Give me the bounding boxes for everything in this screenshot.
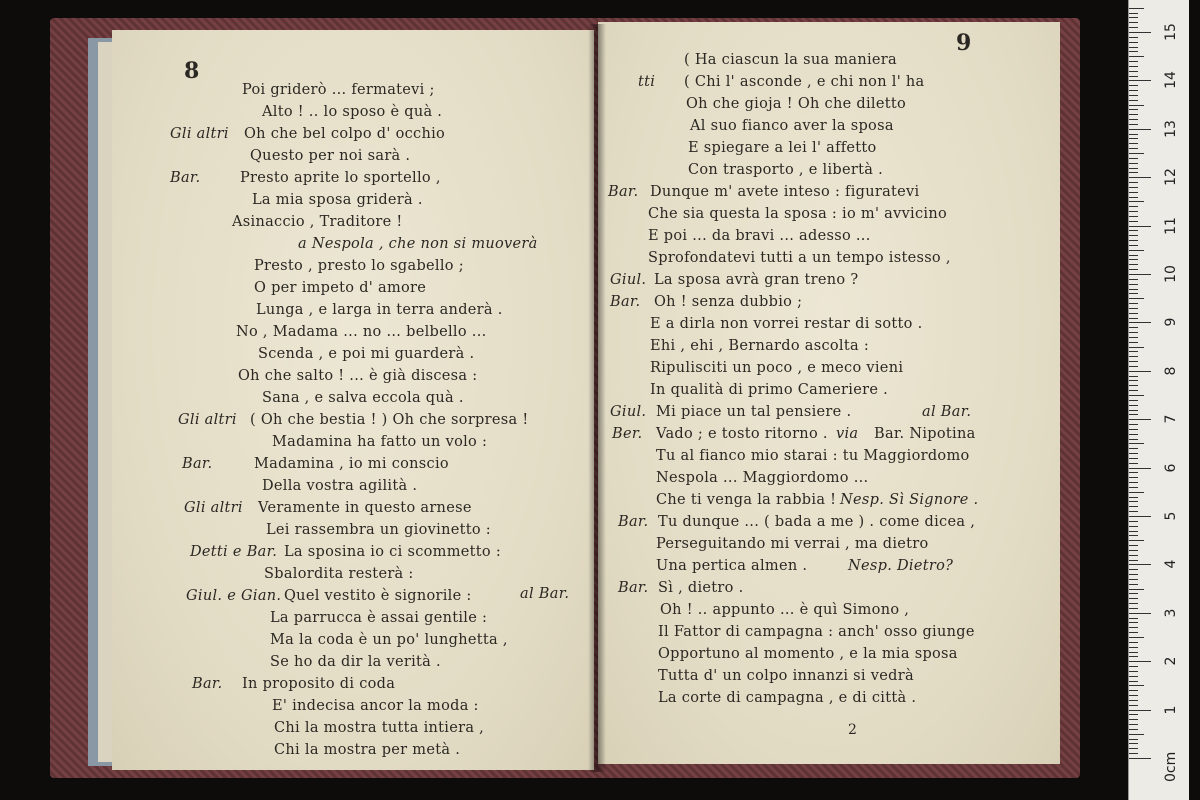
ruler-tick xyxy=(1129,13,1138,14)
ruler-tick xyxy=(1129,637,1144,638)
text-line: E a dirla non vorrei restar di sotto . xyxy=(650,316,923,332)
ruler-tick xyxy=(1129,497,1138,498)
text-line: Questo per noi sarà . xyxy=(250,148,411,164)
ruler-tick xyxy=(1129,177,1151,178)
ruler-tick xyxy=(1129,85,1138,86)
ruler-number: 7 xyxy=(1163,414,1179,424)
text-line: Lei rassembra un giovinetto : xyxy=(266,522,491,538)
text-line: Della vostra agilità . xyxy=(262,478,418,494)
ruler-number: 4 xyxy=(1163,559,1179,569)
ruler-tick xyxy=(1129,714,1138,715)
speaker-label: Detti e Bar. xyxy=(190,544,278,560)
ruler-tick xyxy=(1129,211,1138,212)
speaker-label: tti xyxy=(638,74,656,90)
text-line: Asinaccio , Traditore ! xyxy=(232,214,403,230)
text-line: Che ti venga la rabbia ! xyxy=(656,492,837,508)
ruler-tick xyxy=(1129,613,1151,614)
ruler-tick xyxy=(1129,376,1138,377)
text-line: Mi piace un tal pensiere . xyxy=(656,404,852,420)
text-line: Oh ! .. appunto ... è quì Simono , xyxy=(660,602,910,618)
ruler-tick xyxy=(1129,671,1138,672)
ruler-tick xyxy=(1129,492,1144,493)
ruler-tick xyxy=(1129,235,1138,236)
ruler-tick xyxy=(1129,269,1138,270)
text-line: Quel vestito è signorile : xyxy=(284,588,472,604)
ruler-tick xyxy=(1129,366,1138,367)
ruler-tick xyxy=(1129,230,1138,231)
ruler-tick xyxy=(1129,579,1138,580)
text-line: In qualità di primo Cameriere . xyxy=(650,382,889,398)
ruler-tick xyxy=(1129,61,1138,62)
ruler-tick xyxy=(1129,719,1138,720)
ruler-tick xyxy=(1129,385,1138,386)
text-line: O per impeto d' amore xyxy=(254,280,427,296)
ruler-tick xyxy=(1129,337,1138,338)
ruler-tick xyxy=(1129,201,1144,202)
ruler-tick xyxy=(1129,342,1138,343)
ruler-tick xyxy=(1129,318,1138,319)
ruler-number: 14 xyxy=(1163,71,1179,90)
speaker-label: Bar. xyxy=(192,676,223,692)
ruler-tick xyxy=(1129,289,1138,290)
ruler-tick xyxy=(1129,589,1144,590)
text-line: E' indecisa ancor la moda : xyxy=(272,698,479,714)
ruler-tick xyxy=(1129,250,1144,251)
ruler-tick xyxy=(1129,414,1138,415)
ruler-tick xyxy=(1129,255,1138,256)
text-line: Nespola ... Maggiordomo ... xyxy=(656,470,869,486)
ruler-number: 10 xyxy=(1163,265,1179,283)
stage-direction: via xyxy=(836,426,859,442)
ruler-tick xyxy=(1129,245,1138,246)
ruler-tick xyxy=(1129,439,1138,440)
ruler-tick xyxy=(1129,129,1151,130)
ruler-tick xyxy=(1129,274,1151,275)
text-line: La sposina io ci scommetto : xyxy=(284,544,501,560)
ruler-tick xyxy=(1129,700,1138,701)
ruler-number: 9 xyxy=(1163,317,1179,327)
ruler-number: 2 xyxy=(1163,656,1179,666)
ruler-tick xyxy=(1129,80,1151,81)
ruler-tick xyxy=(1129,448,1138,449)
ruler-tick xyxy=(1129,148,1138,149)
ruler-tick xyxy=(1129,608,1138,609)
left-page xyxy=(112,30,594,770)
text-line: Scenda , e poi mi guarderà . xyxy=(258,346,475,362)
signature-mark: 2 xyxy=(848,722,857,738)
ruler-tick xyxy=(1129,734,1144,735)
stage-direction: al Bar. xyxy=(922,404,972,420)
ruler-tick xyxy=(1129,622,1138,623)
ruler-tick xyxy=(1129,313,1138,314)
ruler-tick xyxy=(1129,347,1144,348)
ruler-tick xyxy=(1129,187,1138,188)
ruler-tick xyxy=(1129,259,1138,260)
ruler-tick xyxy=(1129,221,1138,222)
text-line: Poi griderò ... fermatevi ; xyxy=(242,82,435,98)
text-line: Sana , e salva eccola quà . xyxy=(262,390,464,406)
ruler-tick xyxy=(1129,603,1138,604)
text-line: Bar. Nipotina xyxy=(874,426,976,442)
ruler-tick xyxy=(1129,410,1138,411)
text-line: Dunque m' avete inteso : figuratevi xyxy=(650,184,920,200)
speaker-label: Bar. xyxy=(182,456,213,472)
ruler-tick xyxy=(1129,748,1138,749)
ruler-tick xyxy=(1129,429,1138,430)
text-line: No , Madama ... no ... belbello ... xyxy=(236,324,487,340)
ruler-tick xyxy=(1129,134,1138,135)
speaker-label: Gli altri xyxy=(170,126,229,142)
ruler-tick xyxy=(1129,71,1138,72)
ruler-tick xyxy=(1129,434,1138,435)
ruler-tick xyxy=(1129,90,1138,91)
ruler-tick xyxy=(1129,743,1138,744)
ruler-tick xyxy=(1129,618,1138,619)
ruler-tick xyxy=(1129,550,1138,551)
ruler-tick xyxy=(1129,143,1138,144)
ruler-tick xyxy=(1129,119,1138,120)
speaker-label: Bar. xyxy=(608,184,639,200)
text-line: Con trasporto , e libertà . xyxy=(688,162,883,178)
speaker-label: Bar. xyxy=(618,514,649,530)
ruler-tick xyxy=(1129,724,1138,725)
text-line: Al suo fianco aver la sposa xyxy=(690,118,894,134)
ruler-tick xyxy=(1129,666,1138,667)
text-line: ( Chi l' asconde , e chi non l' ha xyxy=(684,74,925,90)
ruler-tick xyxy=(1129,443,1144,444)
ruler-tick xyxy=(1129,47,1138,48)
text-line: Madamina ha fatto un volo : xyxy=(272,434,488,450)
text-line: Presto aprite lo sportello , xyxy=(240,170,441,186)
text-line: Veramente in questo arnese xyxy=(258,500,472,516)
ruler-tick xyxy=(1129,66,1138,67)
ruler-tick xyxy=(1129,584,1138,585)
text-line: Chi la mostra per metà . xyxy=(274,742,461,758)
text-line: Presto , presto lo sgabello ; xyxy=(254,258,464,274)
ruler-tick xyxy=(1129,100,1138,101)
ruler-tick xyxy=(1129,27,1138,28)
ruler-tick xyxy=(1129,197,1138,198)
ruler-tick xyxy=(1129,361,1138,362)
ruler-tick xyxy=(1129,371,1151,372)
text-line: Oh che bel colpo d' occhio xyxy=(244,126,446,142)
text-line: Sì , dietro . xyxy=(658,580,744,596)
ruler-tick xyxy=(1129,453,1138,454)
ruler-tick xyxy=(1129,327,1138,328)
speaker-label: Gli altri xyxy=(178,412,237,428)
speaker-label: Bar. xyxy=(610,294,641,310)
ruler-tick xyxy=(1129,51,1138,52)
ruler-tick xyxy=(1129,540,1144,541)
ruler-tick xyxy=(1129,642,1138,643)
ruler-number: 15 xyxy=(1163,23,1179,41)
ruler-tick xyxy=(1129,487,1138,488)
ruler-tick xyxy=(1129,109,1138,110)
speaker-label: Ber. xyxy=(612,426,643,442)
ruler-tick xyxy=(1129,400,1138,401)
text-line: ( Ha ciascun la sua maniera xyxy=(684,52,897,68)
ruler-tick xyxy=(1129,114,1138,115)
ruler-tick xyxy=(1129,56,1144,57)
ruler-tick xyxy=(1129,192,1138,193)
ruler-tick xyxy=(1129,351,1138,352)
ruler-tick xyxy=(1129,555,1138,556)
ruler-tick xyxy=(1129,472,1138,473)
ruler-tick xyxy=(1129,681,1138,682)
ruler-tick xyxy=(1129,560,1138,561)
text-line: Tu dunque ... ( bada a me ) . come dicea , xyxy=(658,514,976,530)
ruler-tick xyxy=(1129,690,1138,691)
ruler-tick xyxy=(1129,574,1138,575)
ruler-tick xyxy=(1129,240,1138,241)
ruler-tick xyxy=(1129,710,1151,711)
ruler-tick xyxy=(1129,729,1138,730)
ruler-tick xyxy=(1129,419,1151,420)
speaker-label: Giul. e Gian. xyxy=(186,588,282,604)
ruler-tick xyxy=(1129,284,1138,285)
speaker-label: Giul. xyxy=(610,404,647,420)
text-line: Ehi , ehi , Bernardo ascolta : xyxy=(650,338,870,354)
ruler-tick xyxy=(1129,37,1138,38)
ruler-tick xyxy=(1129,158,1138,159)
ruler-number: 11 xyxy=(1163,216,1179,235)
text-line: Tutta d' un colpo innanzi si vedrà xyxy=(658,668,914,684)
text-line: Oh ! senza dubbio ; xyxy=(654,294,803,310)
right-page xyxy=(598,22,1060,764)
ruler-tick xyxy=(1129,482,1138,483)
ruler-tick xyxy=(1129,303,1138,304)
ruler-tick xyxy=(1129,564,1151,565)
text-line: La corte di campagna , e di città . xyxy=(658,690,917,706)
ruler-number: 8 xyxy=(1163,366,1179,376)
ruler-tick xyxy=(1129,424,1138,425)
ruler-tick xyxy=(1129,535,1138,536)
ruler-tick xyxy=(1129,705,1138,706)
ruler-tick xyxy=(1129,95,1138,96)
text-line: In proposito di coda xyxy=(242,676,396,692)
ruler-tick xyxy=(1129,17,1138,18)
speaker-label: Giul. xyxy=(610,272,647,288)
ruler-tick xyxy=(1129,395,1144,396)
text-line: E poi ... da bravi ... adesso ... xyxy=(648,228,871,244)
ruler-number: 12 xyxy=(1163,168,1179,187)
ruler-tick xyxy=(1129,8,1144,9)
ruler-tick xyxy=(1129,526,1138,527)
text-line: Una pertica almen . xyxy=(656,558,808,574)
text-line: Lunga , e larga in terra anderà . xyxy=(256,302,503,318)
ruler-tick xyxy=(1129,206,1138,207)
ruler-tick xyxy=(1129,511,1138,512)
text-line: Chi la mostra tutta intiera , xyxy=(274,720,485,736)
ruler-tick xyxy=(1129,685,1144,686)
stage-direction: al Bar. xyxy=(520,586,570,602)
speaker-label: Bar. xyxy=(170,170,201,186)
book-gutter xyxy=(588,24,606,772)
text-line: Se ho da dir la verità . xyxy=(270,654,441,670)
ruler-tick xyxy=(1129,380,1138,381)
ruler-tick xyxy=(1129,531,1138,532)
ruler-tick xyxy=(1129,42,1138,43)
ruler-tick xyxy=(1129,32,1151,33)
ruler-tick xyxy=(1129,322,1151,323)
stage-direction: Nesp. Dietro? xyxy=(848,558,954,574)
text-line: Madamina , io mi conscio xyxy=(254,456,449,472)
ruler-unit-label: 0cm xyxy=(1163,751,1179,782)
ruler-tick xyxy=(1129,468,1151,469)
ruler-tick xyxy=(1129,390,1138,391)
text-line: La sposa avrà gran treno ? xyxy=(654,272,859,288)
ruler-tick xyxy=(1129,105,1144,106)
ruler-tick xyxy=(1129,501,1138,502)
ruler-tick xyxy=(1129,516,1151,517)
ruler-tick xyxy=(1129,138,1138,139)
ruler-tick xyxy=(1129,405,1138,406)
ruler-tick xyxy=(1129,22,1138,23)
ruler-tick xyxy=(1129,298,1144,299)
text-line: Sbalordita resterà : xyxy=(264,566,414,582)
ruler-tick xyxy=(1129,753,1138,754)
ruler-tick xyxy=(1129,593,1138,594)
text-line: Vado ; e tosto ritorno . xyxy=(656,426,828,442)
ruler-tick xyxy=(1129,168,1138,169)
stage-direction: a Nespola , che non si muoverà xyxy=(298,236,538,252)
ruler-tick xyxy=(1129,627,1138,628)
ruler-tick xyxy=(1129,598,1138,599)
ruler-tick xyxy=(1129,293,1138,294)
ruler-tick xyxy=(1129,632,1138,633)
measuring-ruler xyxy=(1128,0,1189,800)
text-line: La mia sposa griderà . xyxy=(252,192,423,208)
ruler-number: 3 xyxy=(1163,608,1179,618)
ruler-tick xyxy=(1129,506,1138,507)
text-line: Opportuno al momento , e la mia sposa xyxy=(658,646,958,662)
ruler-tick xyxy=(1129,308,1138,309)
text-line: E spiegare a lei l' affetto xyxy=(688,140,877,156)
text-line: La parrucca è assai gentile : xyxy=(270,610,488,626)
ruler-tick xyxy=(1129,163,1138,164)
ruler-tick xyxy=(1129,216,1138,217)
ruler-tick xyxy=(1129,264,1138,265)
ruler-tick xyxy=(1129,652,1138,653)
stage-direction: Nesp. Sì Signore . xyxy=(840,492,979,508)
ruler-number: 5 xyxy=(1163,511,1179,521)
ruler-tick xyxy=(1129,569,1138,570)
ruler-number: 1 xyxy=(1163,705,1179,715)
ruler-tick xyxy=(1129,153,1144,154)
text-line: Che sia questa la sposa : io m' avvicino xyxy=(648,206,948,222)
ruler-tick xyxy=(1129,676,1138,677)
ruler-tick xyxy=(1129,661,1151,662)
page-number: 8 xyxy=(184,58,200,84)
text-line: Ma la coda è un po' lunghetta , xyxy=(270,632,508,648)
ruler-number: 13 xyxy=(1163,119,1179,138)
ruler-tick xyxy=(1129,739,1138,740)
ruler-tick xyxy=(1129,182,1138,183)
ruler-tick xyxy=(1129,172,1138,173)
ruler-tick xyxy=(1129,76,1138,77)
text-line: Tu al fianco mio starai : tu Maggiordomo xyxy=(656,448,970,464)
ruler-number: 6 xyxy=(1163,463,1179,473)
ruler-tick xyxy=(1129,279,1138,280)
text-line: Sprofondatevi tutti a un tempo istesso , xyxy=(648,250,951,266)
ruler-tick xyxy=(1129,477,1138,478)
ruler-tick xyxy=(1129,332,1138,333)
text-line: Oh che gioja ! Oh che diletto xyxy=(686,96,907,112)
ruler-tick xyxy=(1129,458,1138,459)
text-line: Ripulisciti un poco , e meco vieni xyxy=(650,360,904,376)
ruler-tick xyxy=(1129,695,1138,696)
ruler-tick xyxy=(1129,656,1138,657)
text-line: Perseguitando mi verrai , ma dietro xyxy=(656,536,929,552)
text-line: Alto ! .. lo sposo è quà . xyxy=(262,104,443,120)
speaker-label: Bar. xyxy=(618,580,649,596)
ruler-tick xyxy=(1129,226,1151,227)
text-line: Oh che salto ! ... è già discesa : xyxy=(238,368,478,384)
ruler-tick xyxy=(1129,758,1151,759)
text-line: Il Fattor di campagna : anch' osso giunge xyxy=(658,624,975,640)
speaker-label: Gli altri xyxy=(184,500,243,516)
ruler-tick xyxy=(1129,356,1138,357)
ruler-tick xyxy=(1129,521,1138,522)
ruler-tick xyxy=(1129,545,1138,546)
ruler-tick xyxy=(1129,647,1138,648)
text-line: ( Oh che bestia ! ) Oh che sorpresa ! xyxy=(250,412,529,428)
ruler-tick xyxy=(1129,124,1138,125)
ruler-tick xyxy=(1129,463,1138,464)
page-number: 9 xyxy=(956,30,972,56)
